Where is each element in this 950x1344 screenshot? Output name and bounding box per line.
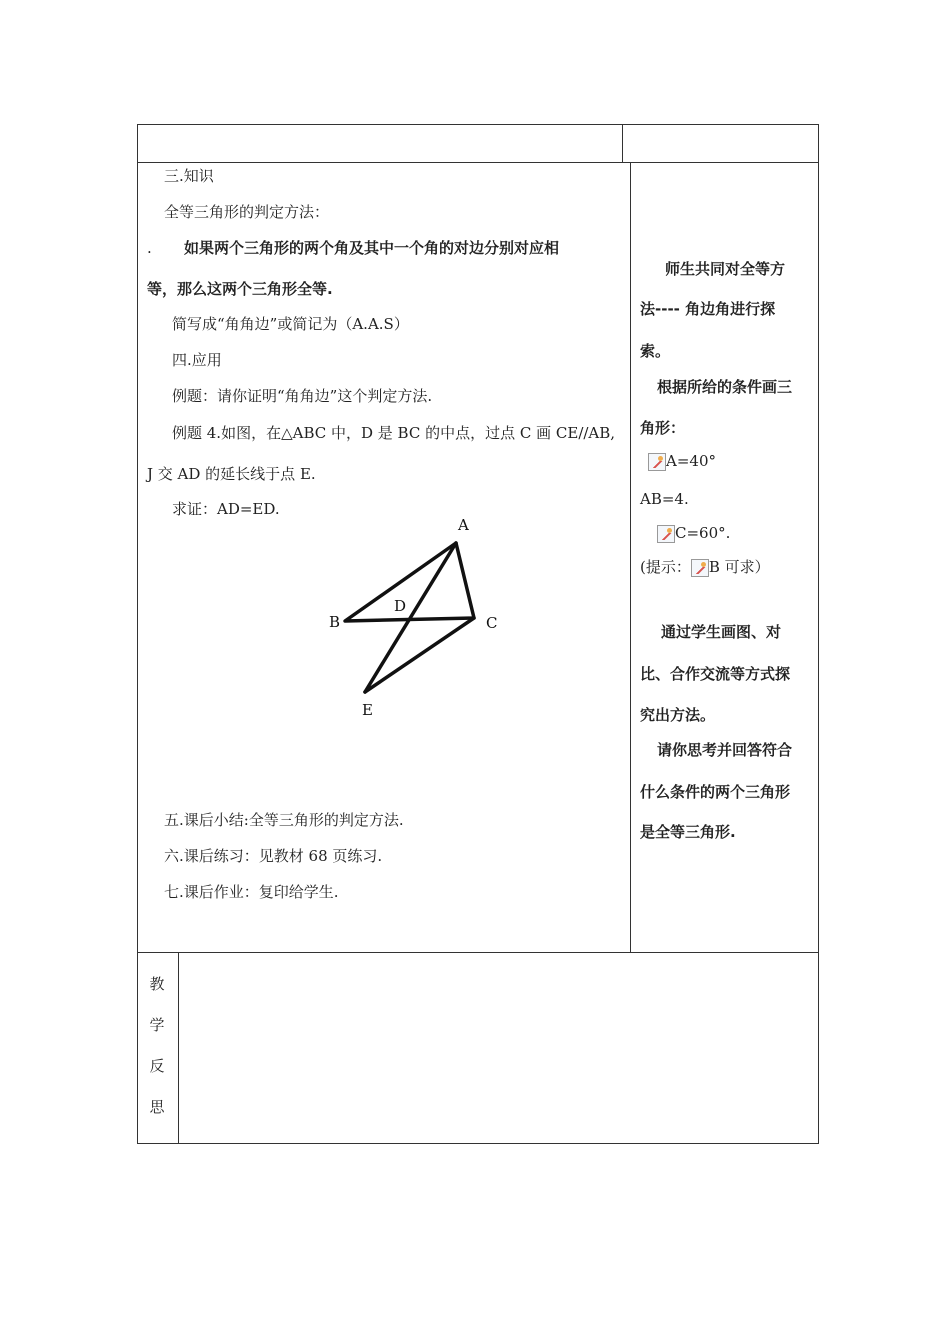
theorem-line-2: 等，那么这两个三角形全等. [147, 280, 333, 298]
theorem-bullet: . [147, 239, 152, 257]
table-border-left [137, 124, 138, 1144]
hint-suffix: B 可求） [708, 558, 770, 576]
reflection-label-divider [178, 952, 179, 1144]
side-line-9: 请你思考并回答符合 [657, 741, 793, 759]
section5: 五.课后小结:全等三角形的判定方法. [164, 811, 404, 829]
side-line-2: 法---- 角边角进行探 [640, 300, 776, 318]
theorem-line-1: 如果两个三角形的两个角及其中一个角的对边分别对应相 [184, 239, 560, 257]
example4-line-1: 例题 4.如图，在△ABC 中，D 是 BC 的中点，过点 C 画 CE//AB, [172, 424, 616, 442]
example-intro: 例题：请你证明“角角边”这个判定方法. [172, 387, 433, 405]
broken-image-icon [648, 453, 666, 471]
condition-ab: AB=4. [640, 490, 689, 508]
table-border-top [137, 124, 819, 125]
label-b: B [329, 613, 341, 631]
reflection-char-2: 学 [149, 1016, 165, 1034]
condition-angle-a [648, 451, 716, 471]
label-a: A [458, 516, 469, 534]
reflection-char-1: 教 [149, 975, 165, 993]
section7: 七.课后作业：复印给学生. [164, 883, 339, 901]
side-line-1: 师生共同对全等方 [665, 260, 786, 278]
abbreviation: 简写成“角角边”或简记为（A.A.S） [172, 315, 409, 333]
hint-prefix: (提示： [640, 558, 691, 576]
prove-statement: 求证：AD=ED. [172, 500, 280, 518]
reflection-row-divider [137, 952, 819, 953]
broken-image-icon [657, 525, 675, 543]
header-column-divider [622, 124, 623, 163]
table-border-bottom [137, 1143, 819, 1144]
triangle-figure [320, 505, 520, 725]
section3-title: 三.知识 [164, 167, 214, 185]
broken-image-icon [691, 559, 709, 577]
side-line-10: 什么条件的两个三角形 [640, 783, 791, 801]
table-border-right [818, 124, 819, 1144]
content-column-divider [630, 162, 631, 953]
side-line-6: 通过学生画图、对 [661, 623, 782, 641]
section4-title: 四.应用 [172, 351, 222, 369]
label-c: C [486, 614, 498, 632]
condition-angle-a-text: A=40° [666, 452, 716, 470]
side-line-8: 究出方法。 [640, 706, 716, 724]
segment-ce [365, 618, 474, 692]
side-line-4: 根据所给的条件画三 [657, 378, 793, 396]
header-row-divider [137, 162, 819, 163]
reflection-char-4: 思 [149, 1098, 165, 1116]
side-line-7: 比、合作交流等方式探 [640, 665, 791, 683]
reflection-char-3: 反 [149, 1057, 165, 1075]
side-line-11: 是全等三角形. [640, 823, 736, 841]
example4-line-2: J 交 AD 的延长线于点 E. [147, 465, 316, 483]
side-line-5: 角形： [640, 419, 686, 437]
hint [640, 557, 770, 577]
label-d: D [394, 597, 407, 615]
condition-angle-c [657, 523, 730, 543]
side-line-3: 索。 [640, 342, 671, 360]
section6: 六.课后练习：见教材 68 页练习. [164, 847, 383, 865]
section3-subtitle: 全等三角形的判定方法： [164, 203, 330, 221]
condition-angle-c-text: C=60°. [675, 524, 731, 542]
label-e: E [362, 701, 373, 719]
triangle-abc [345, 543, 474, 621]
